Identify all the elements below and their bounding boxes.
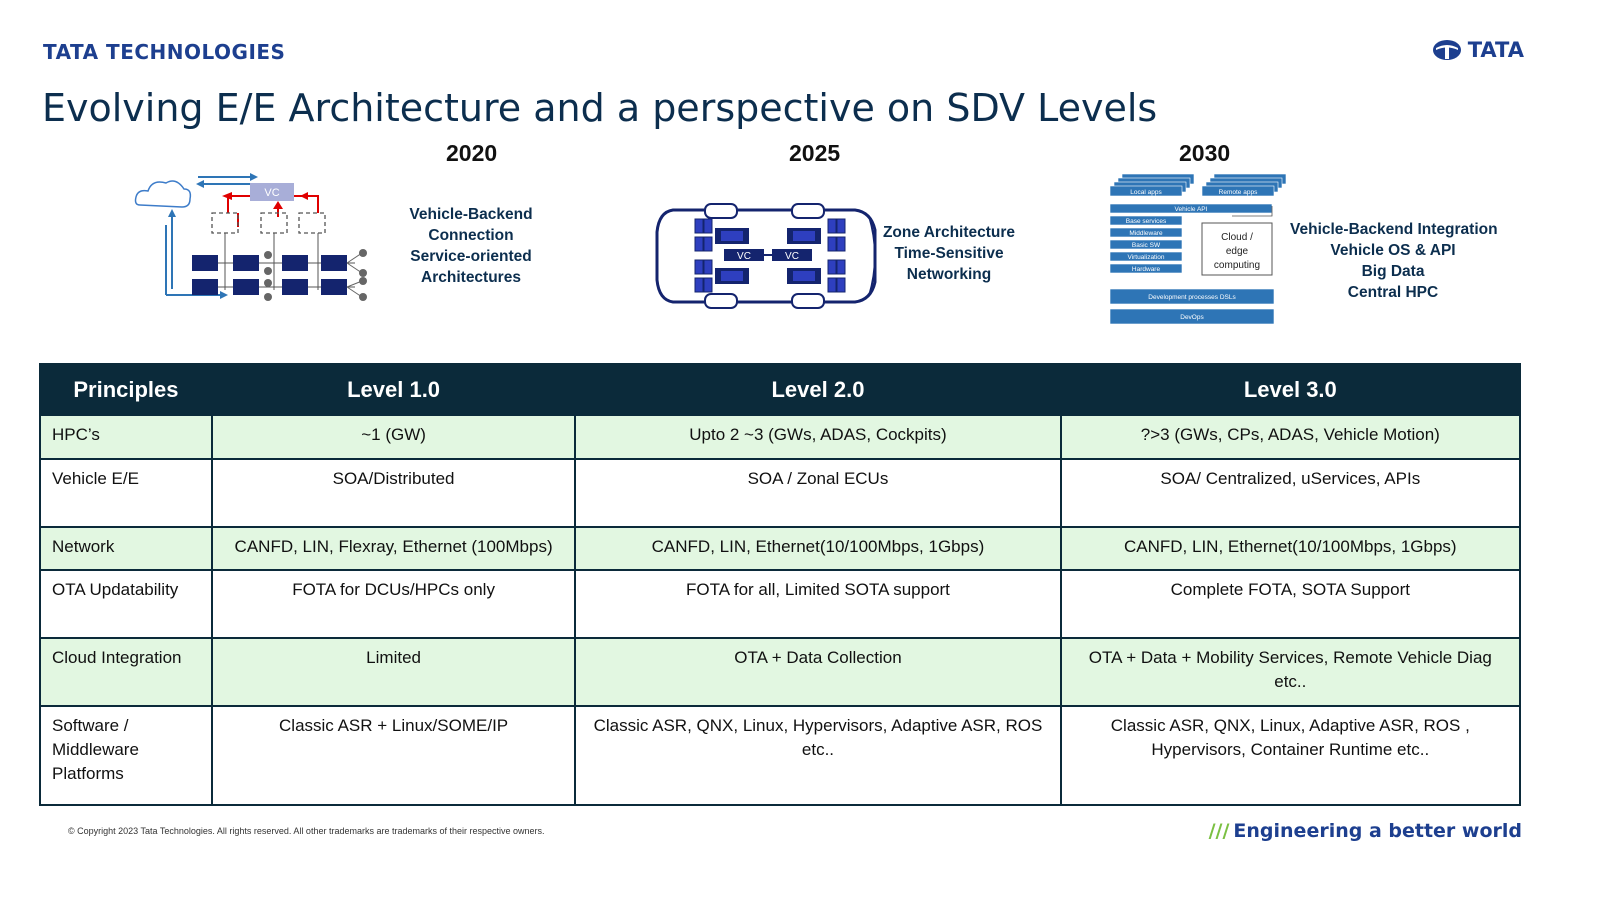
header-level-3: Level 3.0: [1061, 364, 1520, 415]
caption-2025: [878, 222, 1020, 285]
table-cell: Upto 2 ~3 (GWs, ADAS, Cockpits): [575, 415, 1060, 459]
table-cell: FOTA for all, Limited SOTA support: [575, 570, 1060, 638]
footer-tagline: [1209, 820, 1522, 842]
table-cell: Classic ASR + Linux/SOME/IP: [212, 706, 575, 805]
year-2025: 2025: [789, 140, 841, 166]
caption-2025-line: Networking: [906, 266, 992, 283]
stack-layer: Middleware: [1129, 230, 1163, 237]
table-cell: Complete FOTA, SOTA Support: [1061, 570, 1520, 638]
header-level-2: Level 2.0: [575, 364, 1060, 415]
table-cell: OTA + Data + Mobility Services, Remote Vehicle Diag etc..: [1061, 638, 1520, 706]
table-row: [40, 459, 1520, 527]
table-cell: CANFD, LIN, Ethernet(10/100Mbps, 1Gbps): [1061, 527, 1520, 570]
table-cell: Classic ASR, QNX, Linux, Adaptive ASR, ROS , Hypervisors, Container Runtime etc..: [1061, 706, 1520, 805]
year-2020: 2020: [446, 140, 498, 166]
caption-2025-line: Zone Architecture: [882, 224, 1016, 241]
diagram-2030-software-stack: [1110, 170, 1290, 330]
table-cell: SOA / Zonal ECUs: [575, 459, 1060, 527]
caption-2030-line: Vehicle-Backend Integration: [1290, 221, 1498, 238]
vc-label-2025-a: VC: [737, 251, 751, 262]
stack-remote-apps: Remote apps: [1218, 189, 1258, 196]
table-cell: Limited: [212, 638, 575, 706]
row-label: OTA Updatability: [40, 570, 212, 638]
stack-cloud-line: edge: [1225, 246, 1249, 257]
brand-logo-tata: [1432, 38, 1524, 62]
caption-2030: [1290, 219, 1496, 303]
table-row: [40, 415, 1520, 459]
caption-2025-line: Time-Sensitive: [894, 245, 1004, 262]
tagline-text: Engineering a better world: [1233, 820, 1522, 842]
caption-2020: [398, 204, 544, 288]
stack-dev-processes: Development processes DSLs: [1148, 294, 1236, 301]
caption-2020-line: Service-oriented: [410, 248, 532, 265]
row-label: Vehicle E/E: [40, 459, 212, 527]
caption-2030-line: Vehicle OS & API: [1330, 242, 1456, 259]
row-label: Network: [40, 527, 212, 570]
header-principles: Principles: [40, 364, 212, 415]
stack-local-apps: Local apps: [1130, 189, 1162, 196]
stack-layer: Base services: [1125, 218, 1167, 225]
table-cell: SOA/ Centralized, uServices, APIs: [1061, 459, 1520, 527]
stack-vehicle-api: Vehicle API: [1174, 206, 1208, 213]
year-2030: 2030: [1179, 140, 1231, 166]
footer-copyright: © Copyright 2023 Tata Technologies. All rights reserved. All other trademarks are trademarks of their respective owners.: [68, 826, 545, 836]
caption-2030-line: Central HPC: [1347, 284, 1439, 301]
caption-2020-line: Vehicle-Backend: [409, 206, 533, 223]
vc-label-2025-b: VC: [785, 251, 799, 262]
table-cell: FOTA for DCUs/HPCs only: [212, 570, 575, 638]
vc-label-2020: VC: [264, 187, 280, 199]
row-label: Cloud Integration: [40, 638, 212, 706]
table-header-row: [40, 364, 1520, 415]
tata-emblem-icon: [1432, 39, 1462, 61]
caption-2030-line: Big Data: [1361, 263, 1425, 280]
table-cell: OTA + Data Collection: [575, 638, 1060, 706]
stack-cloud-line: computing: [1213, 260, 1261, 271]
header-level-1: Level 1.0: [212, 364, 575, 415]
table-cell: SOA/Distributed: [212, 459, 575, 527]
page-title: Evolving E/E Architecture and a perspective on SDV Levels: [42, 86, 1158, 130]
caption-2020-line: Connection: [428, 227, 514, 244]
row-label: Software / Middleware Platforms: [40, 706, 212, 805]
table-cell: ?>3 (GWs, CPs, ADAS, Vehicle Motion): [1061, 415, 1520, 459]
diagram-2020-distributed: [130, 165, 380, 310]
tagline-slashes-icon: ///: [1208, 820, 1230, 842]
table-cell: Classic ASR, QNX, Linux, Hypervisors, Adaptive ASR, ROS etc..: [575, 706, 1060, 805]
brand-right-text: TATA: [1467, 38, 1524, 62]
table-cell: CANFD, LIN, Ethernet(10/100Mbps, 1Gbps): [575, 527, 1060, 570]
row-label: HPC’s: [40, 415, 212, 459]
table-row: [40, 527, 1520, 570]
table-row: [40, 706, 1520, 805]
stack-devops: DevOps: [1180, 314, 1204, 321]
stack-cloud-line: Cloud /: [1221, 232, 1253, 243]
stack-layer: Basic SW: [1131, 242, 1161, 249]
table-row: [40, 570, 1520, 638]
diagram-2025-zonal-car: [655, 202, 885, 312]
stack-layer: Hardware: [1131, 266, 1161, 273]
sdv-levels-table: [39, 363, 1521, 806]
table-row: [40, 638, 1520, 706]
table-cell: CANFD, LIN, Flexray, Ethernet (100Mbps): [212, 527, 575, 570]
cloud-icon: [136, 181, 191, 207]
caption-2020-line: Architectures: [421, 269, 521, 286]
table-cell: ~1 (GW): [212, 415, 575, 459]
brand-logo-tata-technologies: TATA TECHNOLOGIES: [43, 40, 286, 64]
stack-layer: Virtualization: [1127, 254, 1165, 261]
